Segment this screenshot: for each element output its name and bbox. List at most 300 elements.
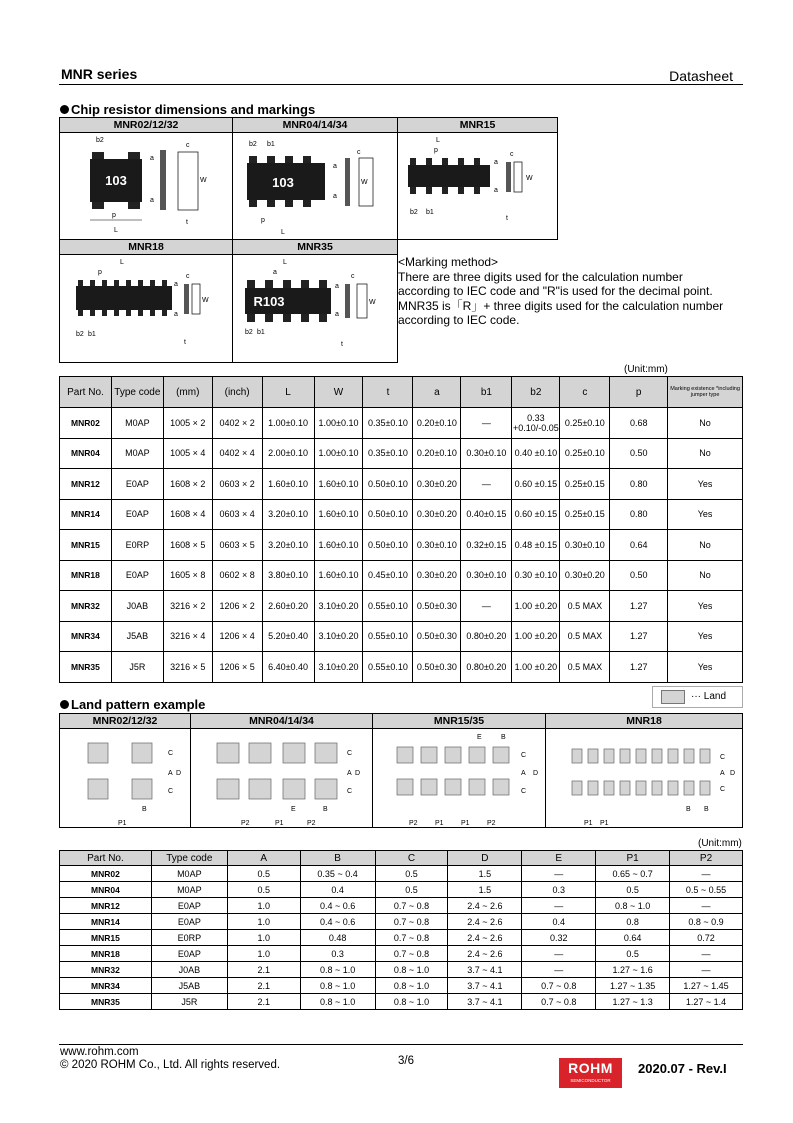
table-cell: 0.30 ±0.10 [512,560,560,591]
table-cell: Yes [668,591,743,622]
table-cell: 0.5 [596,946,670,962]
table-cell: 0.64 [610,530,668,561]
land-legend [652,686,743,708]
table-cell: 0.8 ~ 1.0 [375,978,448,994]
table-cell: 1.27 ~ 1.4 [670,994,743,1010]
table-cell: No [668,408,743,439]
logo-text: ROHM [568,1060,613,1076]
land-panel-mnr04 [190,713,373,828]
table-cell: No [668,530,743,561]
table-cell: 0402 × 2 [212,408,262,439]
svg-text:A: A [720,770,725,777]
svg-text:W: W [361,179,368,186]
table-cell: 3.10±0.20 [314,621,363,652]
table-cell: 0.35 ~ 0.4 [300,866,375,882]
svg-text:a: a [174,311,178,318]
table-cell: 0.50±0.10 [363,499,413,530]
part-number-cell: MNR14 [60,499,112,530]
table-cell: 0.60 ±0.15 [512,499,560,530]
table-cell: 1.00±0.10 [314,408,363,439]
svg-text:a: a [150,155,154,162]
table-cell: J5R [151,994,227,1010]
table-cell: 0.80±0.20 [461,621,512,652]
table-cell: — [522,946,596,962]
svg-text:a: a [335,283,339,290]
chip-drawing-mnr18 [60,254,232,362]
table-row [60,946,743,962]
table-cell: 2.60±0.20 [262,591,314,622]
series-title: MNR series [61,66,138,82]
svg-text:E: E [291,806,296,813]
part-number-cell: MNR34 [60,978,152,994]
chip-drawing-mnr04 [233,132,397,239]
land-panel-mnr15 [372,713,546,828]
panel-label: MNR15/35 [373,714,545,729]
part-number-cell: MNR12 [60,469,112,500]
table-cell: 0.50 [610,438,668,469]
table-cell: 0.5 MAX [560,591,610,622]
table-cell: E0AP [111,469,163,500]
part-number-cell: MNR12 [60,898,152,914]
table-cell: 1.00±0.10 [262,408,314,439]
svg-text:p: p [261,217,265,224]
land-drawing-mnr15 [373,729,545,828]
table-cell: — [522,962,596,978]
table-cell: 0.50 [610,560,668,591]
table-cell: M0AP [151,882,227,898]
col-header: Marking existence *including jumper type [668,377,743,408]
table-cell: 0.7 ~ 0.8 [375,946,448,962]
dim-panel-mnr35 [232,239,398,363]
panel-label: MNR18 [60,240,232,255]
dimensions-table [59,376,743,683]
svg-text:c: c [357,149,361,156]
table-cell: J0AB [111,591,163,622]
part-number-cell: MNR04 [60,438,112,469]
section-title-dimensions [60,102,315,117]
table-row [60,621,743,652]
table-header-row [60,851,743,866]
table-cell: 0.5 MAX [560,621,610,652]
table-cell: 0.3 [300,946,375,962]
table-cell: — [670,866,743,882]
svg-text:b1: b1 [257,329,265,336]
table-cell: 1005 × 4 [163,438,212,469]
table-row [60,530,743,561]
table-cell: — [522,866,596,882]
bullet-icon [60,105,69,114]
table-cell: 0.64 [596,930,670,946]
table-cell: 3.80±0.10 [262,560,314,591]
panel-label: MNR04/14/34 [233,118,397,133]
col-header: Part No. [60,377,112,408]
table-cell: 0.68 [610,408,668,439]
table-cell: 1.0 [227,898,300,914]
svg-text:b2: b2 [245,329,253,336]
table-cell: E0RP [111,530,163,561]
part-number-cell: MNR02 [60,866,152,882]
svg-text:W: W [200,177,207,184]
table-cell: 1.60±0.10 [262,469,314,500]
svg-text:a: a [494,159,498,166]
svg-text:C: C [168,788,174,795]
svg-text:A: A [347,770,352,777]
table-cell: 3.7 ~ 4.1 [448,978,522,994]
table-cell: 0.30±0.10 [560,530,610,561]
table-cell: 3.10±0.20 [314,591,363,622]
land-pattern-table [59,850,743,1010]
panel-label: MNR18 [546,714,742,729]
table-cell: 0.4 [300,882,375,898]
panel-label: MNR35 [233,240,397,255]
svg-text:B: B [142,806,147,813]
land-drawing-mnr04 [191,729,372,828]
table-cell: 2.4 ~ 2.6 [448,898,522,914]
svg-text:b1: b1 [88,331,96,338]
table-cell: J5AB [111,621,163,652]
dim-panel-mnr18 [59,239,233,363]
svg-text:C: C [720,754,726,761]
table-cell: 2.4 ~ 2.6 [448,930,522,946]
table-cell: 1.27 ~ 1.35 [596,978,670,994]
table-cell: 0.32 [522,930,596,946]
table-cell: 5.20±0.40 [262,621,314,652]
col-header: Part No. [60,851,152,866]
rohm-logo [559,1058,622,1088]
table-cell: 1005 × 2 [163,408,212,439]
svg-text:D: D [355,770,361,777]
table-cell: 1.27 [610,591,668,622]
table-cell: 1.60±0.10 [314,499,363,530]
table-cell: 0.7 ~ 0.8 [375,898,448,914]
table-cell: 3216 × 2 [163,591,212,622]
table-cell: E0AP [111,560,163,591]
table-cell: 0.65 ~ 0.7 [596,866,670,882]
table-cell: 1.60±0.10 [314,560,363,591]
table-cell: 0.40 ±0.10 [512,438,560,469]
table-cell: 0.35±0.10 [363,408,413,439]
unit-label-2: (Unit:mm) [698,838,742,849]
table-cell: 0.25±0.10 [560,408,610,439]
svg-text:c: c [510,151,514,158]
table-cell: 0.30±0.10 [461,560,512,591]
doc-type-label: Datasheet [669,68,733,84]
col-header: A [227,851,300,866]
table-row [60,591,743,622]
chip-marking: R103 [253,294,285,309]
part-number-cell: MNR18 [60,946,152,962]
svg-text:C: C [347,750,353,757]
part-number-cell: MNR04 [60,882,152,898]
table-cell: 0402 × 4 [212,438,262,469]
table-cell: 0.30±0.10 [461,438,512,469]
col-header: E [522,851,596,866]
table-cell: 0.4 ~ 0.6 [300,898,375,914]
part-number-cell: MNR15 [60,530,112,561]
svg-text:P1: P1 [435,820,444,827]
col-header: C [375,851,448,866]
table-row [60,499,743,530]
marking-method-note [398,255,738,328]
part-number-cell: MNR15 [60,930,152,946]
svg-text:C: C [168,750,174,757]
svg-text:D: D [730,770,736,777]
table-cell: 1.0 [227,946,300,962]
table-cell: 0603 × 2 [212,469,262,500]
revision-label: 2020.07 - Rev.I [638,1061,727,1076]
part-number-cell: MNR34 [60,621,112,652]
table-cell: 0.40±0.15 [461,499,512,530]
svg-text:C: C [720,786,726,793]
land-panel-mnr02 [59,713,191,828]
table-cell: M0AP [151,866,227,882]
table-cell: 0.55±0.10 [363,652,413,683]
svg-text:P1: P1 [600,820,609,827]
table-cell: 0603 × 5 [212,530,262,561]
svg-text:P1: P1 [275,820,284,827]
svg-text:t: t [184,339,186,346]
table-cell: Yes [668,652,743,683]
svg-text:L: L [283,259,287,266]
svg-text:C: C [521,788,527,795]
table-cell: 0603 × 4 [212,499,262,530]
part-number-cell: MNR35 [60,652,112,683]
table-cell: 0.72 [670,930,743,946]
logo-subtext: SEMICONDUCTOR [570,1078,611,1083]
table-cell: 3.7 ~ 4.1 [448,994,522,1010]
col-header: c [560,377,610,408]
table-cell: 1206 × 4 [212,621,262,652]
table-cell: E0AP [151,898,227,914]
table-cell: 1.27 [610,652,668,683]
col-header: (inch) [212,377,262,408]
table-header-row [60,377,743,408]
table-cell: 0.8 ~ 1.0 [596,898,670,914]
land-panel-mnr18 [545,713,743,828]
table-cell: 3.7 ~ 4.1 [448,962,522,978]
table-cell: 0602 × 8 [212,560,262,591]
table-cell: — [670,898,743,914]
panel-label: MNR02/12/32 [60,714,190,729]
dim-panel-mnr04 [232,117,398,240]
col-header: a [413,377,461,408]
table-cell: 1.00 ±0.20 [512,652,560,683]
svg-text:L: L [114,227,118,234]
svg-text:a: a [335,311,339,318]
table-cell: 0.50±0.10 [363,530,413,561]
table-cell: 0.7 ~ 0.8 [522,994,596,1010]
table-cell: 0.55±0.10 [363,621,413,652]
table-row [60,560,743,591]
table-cell: — [461,469,512,500]
table-cell: 0.20±0.10 [413,438,461,469]
svg-text:P1: P1 [461,820,470,827]
chip-marking: 103 [105,173,127,188]
col-header: L [262,377,314,408]
col-header: W [314,377,363,408]
svg-text:P2: P2 [307,820,316,827]
table-cell: 3.10±0.20 [314,652,363,683]
table-cell: — [522,898,596,914]
table-row [60,898,743,914]
svg-text:A: A [168,770,173,777]
table-cell: 0.50±0.30 [413,621,461,652]
table-cell: 0.7 ~ 0.8 [522,978,596,994]
table-cell: 1.27 ~ 1.6 [596,962,670,978]
svg-text:a: a [494,187,498,194]
table-cell: — [670,946,743,962]
table-row [60,962,743,978]
svg-text:L: L [281,229,285,236]
table-cell: E0RP [151,930,227,946]
table-cell: 0.30±0.10 [413,530,461,561]
table-cell: 0.8 ~ 1.0 [300,994,375,1010]
table-row [60,866,743,882]
header-divider [59,84,743,85]
table-cell: E0AP [151,914,227,930]
col-header: b2 [512,377,560,408]
part-number-cell: MNR14 [60,914,152,930]
chip-drawing-mnr15 [398,132,557,239]
table-cell: 1608 × 4 [163,499,212,530]
table-cell: 1.27 ~ 1.45 [670,978,743,994]
table-row [60,652,743,683]
svg-text:p: p [434,147,438,154]
col-header: (mm) [163,377,212,408]
table-cell: No [668,560,743,591]
chip-drawing-mnr02 [60,132,232,239]
table-cell: 0.35±0.10 [363,438,413,469]
svg-text:c: c [186,273,190,280]
table-cell: 1.00 ±0.20 [512,621,560,652]
table-row [60,914,743,930]
table-cell: 0.25±0.15 [560,469,610,500]
table-cell: J5R [111,652,163,683]
svg-text:b2: b2 [410,209,418,216]
table-cell: 0.5 [227,882,300,898]
svg-text:P1: P1 [118,820,127,827]
svg-text:E: E [477,734,482,741]
svg-text:D: D [533,770,539,777]
table-cell: 0.8 ~ 0.9 [670,914,743,930]
chip-drawing-mnr35 [233,254,397,362]
svg-text:a: a [333,193,337,200]
table-cell: 3216 × 4 [163,621,212,652]
marking-line: <Marking method> [398,255,499,269]
table-cell: Yes [668,621,743,652]
svg-text:t: t [506,215,508,222]
svg-text:b2: b2 [76,331,84,338]
col-header: B [300,851,375,866]
table-cell: Yes [668,499,743,530]
table-cell: 0.8 ~ 1.0 [300,978,375,994]
table-cell: 0.5 [375,882,448,898]
land-drawing-mnr02 [60,729,190,828]
table-cell: No [668,438,743,469]
table-cell: 0.3 [522,882,596,898]
table-cell: 0.80 [610,469,668,500]
table-cell: 2.00±0.10 [262,438,314,469]
land-drawing-mnr18 [546,729,742,828]
table-cell: 0.32±0.15 [461,530,512,561]
bullet-icon [60,700,69,709]
table-cell: 0.48 ±0.15 [512,530,560,561]
table-cell: 0.4 ~ 0.6 [300,914,375,930]
table-row [60,930,743,946]
svg-text:t: t [341,341,343,348]
part-number-cell: MNR18 [60,560,112,591]
table-cell: 2.4 ~ 2.6 [448,914,522,930]
table-row [60,994,743,1010]
table-cell: 1.27 [610,621,668,652]
svg-text:C: C [347,788,353,795]
table-cell: 1608 × 5 [163,530,212,561]
table-cell: 0.50±0.10 [363,469,413,500]
col-header: P1 [596,851,670,866]
svg-text:p: p [112,212,116,219]
table-cell: 0.8 ~ 1.0 [375,994,448,1010]
table-cell: 1206 × 2 [212,591,262,622]
footer-url[interactable]: www.rohm.com [60,1046,139,1058]
table-cell: 1.5 [448,882,522,898]
unit-label: (Unit:mm) [624,364,668,375]
panel-label: MNR04/14/34 [191,714,372,729]
svg-text:P2: P2 [241,820,250,827]
table-cell: 0.8 ~ 1.0 [300,962,375,978]
legend-label: ··· Land [691,691,727,702]
table-cell: J0AB [151,962,227,978]
table-cell: — [461,591,512,622]
table-cell: J5AB [151,978,227,994]
table-cell: 3.20±0.10 [262,499,314,530]
table-cell: 0.30±0.20 [560,560,610,591]
table-cell: 0.60 ±0.15 [512,469,560,500]
part-number-cell: MNR35 [60,994,152,1010]
footer-copyright: © 2020 ROHM Co., Ltd. All rights reserved. [60,1059,281,1071]
col-header: Type code [111,377,163,408]
table-row [60,438,743,469]
dim-panel-mnr15 [397,117,558,240]
svg-text:W: W [526,175,533,182]
table-cell: 0.5 [375,866,448,882]
svg-text:b1: b1 [426,209,434,216]
table-cell: 1608 × 2 [163,469,212,500]
col-header: p [610,377,668,408]
table-cell: 0.80±0.20 [461,652,512,683]
panel-label: MNR02/12/32 [60,118,232,133]
svg-text:c: c [186,142,190,149]
table-row [60,882,743,898]
svg-text:p: p [98,269,102,276]
table-cell: 0.5 ~ 0.55 [670,882,743,898]
svg-text:P2: P2 [409,820,418,827]
table-cell: 0.7 ~ 0.8 [375,930,448,946]
col-header: D [448,851,522,866]
marking-line: according to IEC code and "R"is used for the decimal point. [398,284,713,298]
page-number: 3/6 [398,1055,414,1067]
table-cell: M0AP [111,408,163,439]
table-cell: 0.30±0.20 [413,469,461,500]
svg-text:P2: P2 [487,820,496,827]
part-number-cell: MNR32 [60,962,152,978]
chip-marking: 103 [272,175,294,190]
svg-text:D: D [176,770,182,777]
table-row [60,978,743,994]
table-cell: 0.45±0.10 [363,560,413,591]
table-cell: 2.1 [227,962,300,978]
part-number-cell: MNR02 [60,408,112,439]
svg-text:A: A [521,770,526,777]
